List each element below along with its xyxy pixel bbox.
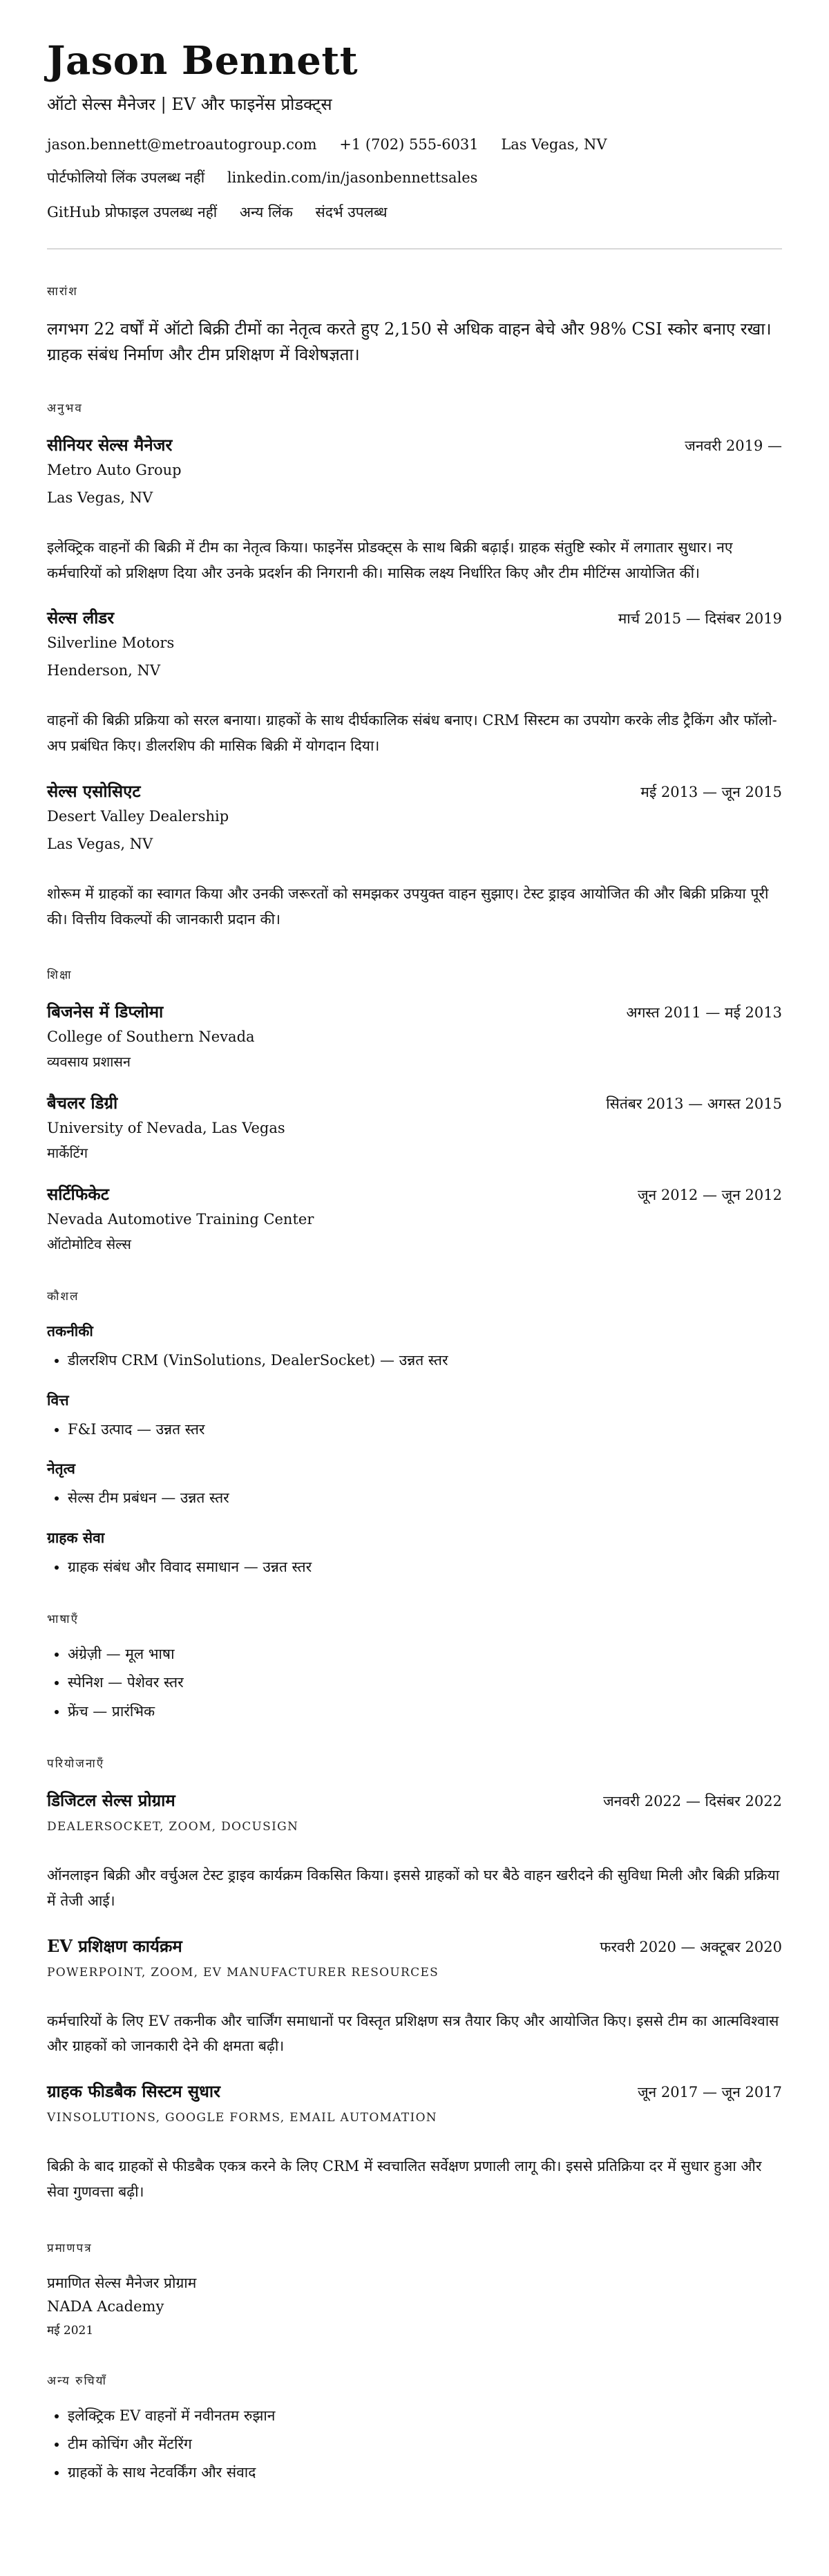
project-description: ऑनलाइन बिक्री और वर्चुअल टेस्ट ड्राइव कार्यक्रम विकसित किया। इससे ग्राहकों को घर बैठे वाहन खरीदने की सुविधा मिली और बिक्री प्रक्रिया में तेजी आई। [47, 1867, 780, 1909]
certification-title: प्रमाणित सेल्स मैनेजर प्रोग्राम [47, 2274, 197, 2291]
education-entry [47, 1183, 782, 1253]
references-text: संदर्भ उपलब्ध [315, 203, 388, 220]
school-name: Nevada Automotive Training Center [47, 1211, 314, 1228]
interest-item: • टीम कोचिंग और मेंटरिंग [68, 2434, 782, 2454]
job-title: सीनियर सेल्स मैनेजर [47, 434, 173, 455]
skill-item: • डीलरशिप CRM (VinSolutions, DealerSocket) — उन्नत स्तर [68, 1351, 782, 1371]
section-heading-languages: भाषाएँ [47, 1613, 79, 1627]
headline: ऑटो सेल्स मैनेजर | EV और फाइनेंस प्रोडक्ट्स [47, 94, 332, 114]
project-entry [47, 1789, 782, 1914]
project-entry [47, 2080, 782, 2205]
certification-date: मई 2021 [47, 2323, 94, 2338]
certification-entry [47, 2273, 782, 2338]
project-description: कर्मचारियों के लिए EV तकनीक और चार्जिंग समाधानों पर विस्तृत प्रशिक्षण सत्र तैयार किए और आयोजित किए। इससे टीम का आत्मविश्वास और ग्राहकों को जानकारी देने की क्षमता बढ़ी। [47, 2012, 779, 2055]
skill-list [47, 1420, 782, 1440]
project-title: EV प्रशिक्षण कार्यक्रम [47, 1935, 182, 1956]
project-tools: POWERPOINT, ZOOM, EV MANUFACTURER RESOURCES [47, 1965, 439, 1980]
linkedin-link[interactable]: linkedin.com/in/jasonbennettsales [227, 169, 478, 186]
certification-issuer: NADA Academy [47, 2297, 164, 2315]
contact-row-1 [47, 136, 782, 153]
education-entry [47, 1000, 782, 1071]
candidate-name: Jason Bennett [47, 38, 359, 84]
section-heading-interests: अन्य रुचियाँ [47, 2373, 107, 2388]
field-of-study: व्यवसाय प्रशासन [47, 1053, 131, 1071]
job-description: वाहनों की बिक्री प्रक्रिया को सरल बनाया। ग्राहकों के साथ दीर्घकालिक संबंध बनाए। CRM सिस्टम का उपयोग करके लीड ट्रैकिंग और फॉलो-अप प्रबंधित किए। डीलरशिप की मासिक बिक्री में योगदान दिया। [47, 712, 777, 755]
phone-text: +1 (702) 555-6031 [339, 135, 479, 153]
email-link[interactable]: jason.bennett@metroautogroup.com [47, 135, 317, 153]
degree-title: बिजनेस में डिप्लोमा [47, 1002, 164, 1022]
education-dates: जून 2012 — जून 2012 [637, 1187, 782, 1204]
other-links-text: अन्य लिंक [239, 203, 293, 220]
job-description: इलेक्ट्रिक वाहनों की बिक्री में टीम का नेतृत्व किया। फाइनेंस प्रोडक्ट्स के साथ बिक्री बढ़ाई। ग्राहक संतुष्टि स्कोर में लगातार सुधार। नए कर्मचारियों को प्रशिक्षण दिया और उनके प्रदर्शन की निगरानी की। मासिक लक्ष्य निर्धारित किए और टीम मीटिंग्स आयोजित कीं। [47, 538, 733, 581]
skill-list [47, 1351, 782, 1371]
school-name: University of Nevada, Las Vegas [47, 1120, 285, 1137]
experience-entry [47, 606, 782, 759]
summary-text: लगभग 22 वर्षों में ऑटो बिक्री टीमों का नेतृत्व करते हुए 2,150 से अधिक वाहन बेचे और 98% CSI स्कोर बनाए रखा। ग्राहक संबंध निर्माण और टीम प्रशिक्षण में विशेषज्ञता। [47, 319, 772, 364]
language-item: • स्पेनिश — पेशेवर स्तर [68, 1673, 782, 1693]
language-item: • फ्रेंच — प्रारंभिक [68, 1702, 782, 1722]
project-dates: जनवरी 2022 — दिसंबर 2022 [603, 1793, 782, 1810]
experience-entry [47, 433, 782, 586]
skill-item: • F&I उत्पाद — उन्नत स्तर [68, 1420, 782, 1440]
project-description: बिक्री के बाद ग्राहकों से फीडबैक एकत्र करने के लिए CRM में स्वचालित सर्वेक्षण प्रणाली लागू की। इससे प्रतिक्रिया दर में सुधार हुआ और सेवा गुणवत्ता बढ़ी। [47, 2158, 762, 2200]
contact-row-2 [47, 168, 782, 187]
header-divider [47, 248, 782, 250]
project-dates: जून 2017 — जून 2017 [637, 2084, 782, 2101]
education-entry [47, 1091, 782, 1162]
section-heading-summary: सारांश [47, 284, 78, 299]
project-entry [47, 1935, 782, 2060]
project-tools: DEALERSOCKET, ZOOM, DOCUSIGN [47, 1820, 299, 1834]
project-dates: फरवरी 2020 — अक्टूबर 2020 [600, 1938, 782, 1955]
job-location: Las Vegas, NV [47, 835, 153, 852]
skill-category: नेतृत्व [47, 1460, 75, 1478]
company-name: Silverline Motors [47, 634, 175, 652]
school-name: College of Southern Nevada [47, 1028, 255, 1046]
job-description: शोरूम में ग्राहकों का स्वागत किया और उनकी जरूरतों को समझकर उपयुक्त वाहन सुझाए। टेस्ट ड्राइव आयोजित की और बिक्री प्रक्रिया पूरी की। वित्तीय विकल्पों की जानकारी प्रदान की। [47, 885, 769, 928]
project-title: ग्राहक फीडबैक सिस्टम सुधार [47, 2081, 220, 2102]
contact-row-3 [47, 203, 782, 222]
portfolio-text: पोर्टफोलियो लिंक उपलब्ध नहीं [47, 169, 205, 186]
job-location: Henderson, NV [47, 662, 161, 679]
github-text: GitHub प्रोफाइल उपलब्ध नहीं [47, 203, 218, 220]
job-dates: मार्च 2015 — दिसंबर 2019 [618, 610, 782, 628]
language-list [47, 1644, 782, 1722]
section-heading-education: शिक्षा [47, 968, 73, 983]
project-title: डिजिटल सेल्स प्रोग्राम [47, 1790, 175, 1811]
interest-item: • इलेक्ट्रिक EV वाहनों में नवीनतम रुझान [68, 2406, 782, 2426]
education-dates: सितंबर 2013 — अगस्त 2015 [606, 1096, 782, 1113]
section-heading-certifications: प्रमाणपत्र [47, 2241, 93, 2255]
company-name: Desert Valley Dealership [47, 807, 229, 825]
project-tools: VINSOLUTIONS, GOOGLE FORMS, EMAIL AUTOMATION [47, 2111, 437, 2125]
section-heading-projects: परियोजनाएँ [47, 1757, 105, 1771]
skill-item: • सेल्स टीम प्रबंधन — उन्नत स्तर [68, 1488, 782, 1508]
company-name: Metro Auto Group [47, 461, 182, 478]
skill-category: ग्राहक सेवा [47, 1528, 105, 1546]
education-dates: अगस्त 2011 — मई 2013 [626, 1004, 782, 1022]
degree-title: बैचलर डिग्री [47, 1093, 118, 1113]
job-dates: जनवरी 2019 — [685, 437, 782, 454]
skill-item: • ग्राहक संबंध और विवाद समाधान — उन्नत स्तर [68, 1557, 782, 1577]
job-title: सेल्स लीडर [47, 608, 115, 628]
degree-title: सर्टिफिकेट [47, 1184, 109, 1205]
job-location: Las Vegas, NV [47, 489, 153, 506]
skill-list [47, 1488, 782, 1508]
job-dates: मई 2013 — जून 2015 [640, 783, 782, 800]
section-heading-skills: कौशल [47, 1290, 79, 1304]
job-title: सेल्स एसोसिएट [47, 780, 141, 801]
experience-entry [47, 780, 782, 932]
interest-list [47, 2406, 782, 2483]
location-text: Las Vegas, NV [501, 135, 607, 153]
language-item: • अंग्रेज़ी — मूल भाषा [68, 1644, 782, 1664]
skill-category: वित्त [47, 1391, 69, 1409]
field-of-study: मार्केटिंग [47, 1145, 88, 1162]
field-of-study: ऑटोमोटिव सेल्स [47, 1236, 131, 1253]
section-heading-experience: अनुभव [47, 401, 83, 415]
skill-list [47, 1557, 782, 1577]
skill-category: तकनीकी [47, 1322, 93, 1340]
interest-item: • ग्राहकों के साथ नेटवर्किंग और संवाद [68, 2463, 782, 2483]
